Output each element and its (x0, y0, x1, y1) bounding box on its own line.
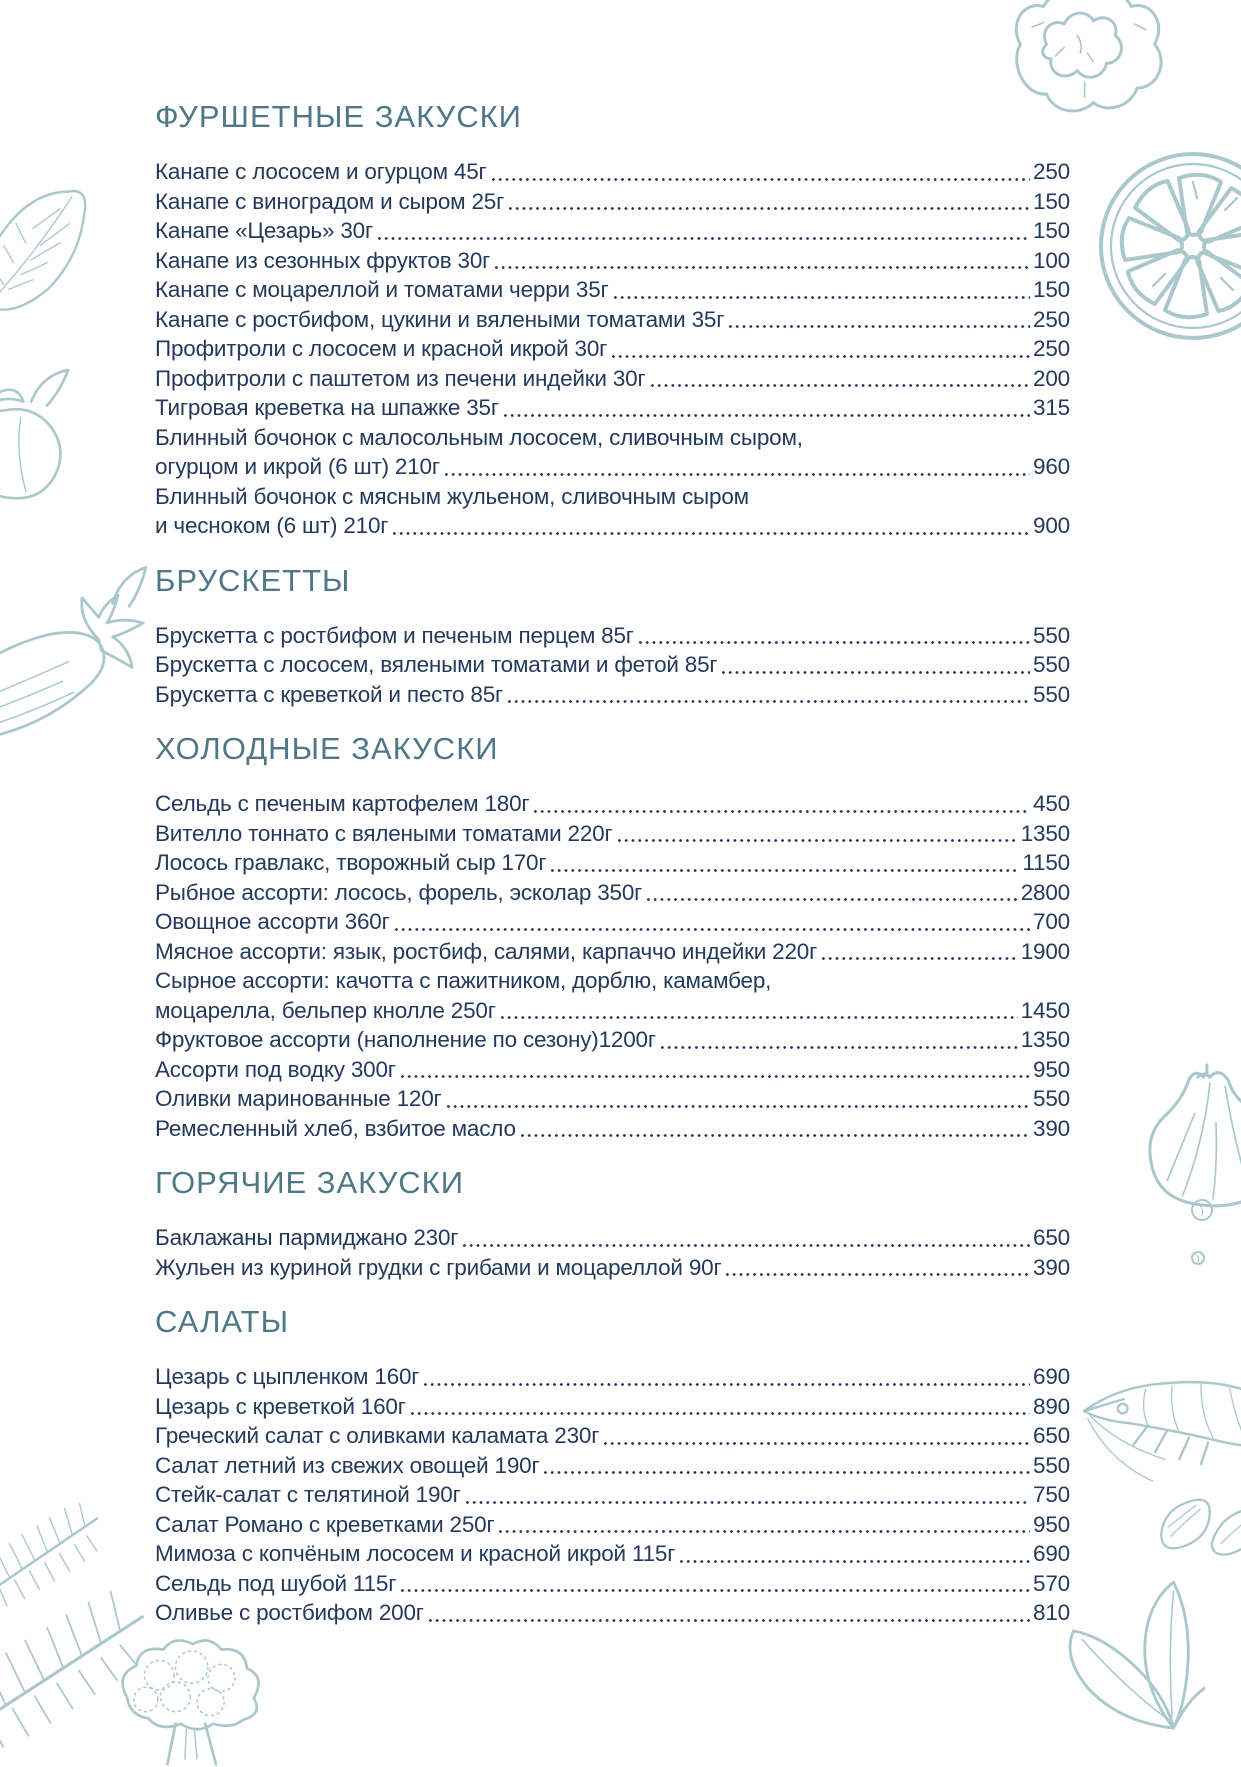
dotted-leader (612, 295, 1030, 300)
dotted-leader (490, 177, 1030, 182)
section-items (155, 621, 1070, 710)
item-price: 550 (1033, 1086, 1070, 1111)
rosemary-sprig-icon (0, 1496, 107, 1608)
item-name: Оливье с ростбифом 200г (155, 1600, 424, 1625)
item-name: Оливки маринованные 120г (155, 1086, 442, 1111)
menu-sections (155, 99, 1070, 1628)
dotted-leader (542, 1470, 1030, 1475)
dotted-leader (507, 206, 1030, 211)
menu-item-line (155, 1223, 1070, 1253)
item-price: 150 (1033, 188, 1070, 214)
dotted-leader (502, 413, 1030, 418)
item-name: Сельдь с печеным картофелем 180г (155, 791, 530, 816)
menu-section (155, 731, 1070, 1143)
menu-item-line (155, 1510, 1070, 1540)
menu-item-line (155, 1084, 1070, 1114)
menu-item-line (155, 157, 1070, 187)
item-name: Канапе «Цезарь» 30г (155, 218, 373, 243)
dotted-leader (678, 1559, 1030, 1564)
item-price: 890 (1033, 1393, 1070, 1419)
item-price: 200 (1033, 365, 1070, 391)
item-name: Ремесленный хлеб, взбитое масло (155, 1115, 516, 1141)
dotted-leader (720, 670, 1030, 675)
menu-item-line (155, 878, 1070, 908)
menu-item-line (155, 966, 1070, 996)
menu-section (155, 99, 1070, 541)
menu-item-line (155, 1539, 1070, 1569)
item-name: Баклажаны пармиджано 230г (155, 1225, 459, 1250)
dotted-leader (493, 265, 1030, 270)
item-price: 450 (1033, 791, 1070, 816)
menu-item-line (155, 996, 1070, 1026)
menu-item-line (155, 246, 1070, 276)
item-name: Профитроли с паштетом из печени индейки 30г (155, 365, 646, 391)
dotted-leader (399, 1074, 1030, 1079)
menu-section (155, 563, 1070, 710)
item-price: 550 (1033, 1452, 1070, 1478)
dotted-leader (519, 1133, 1030, 1138)
menu-item-line (155, 1569, 1070, 1599)
item-name: Канапе с моцареллой и томатами черри 35г (155, 277, 609, 302)
menu-item-line (155, 1392, 1070, 1422)
item-name: Блинный бочонок с мясным жульеном, сливочным сыром (155, 483, 749, 509)
menu-item-line (155, 1025, 1070, 1055)
item-name: Салат Романо с креветками 250г (155, 1511, 495, 1537)
shrimp-icon (1078, 1358, 1241, 1506)
item-name: Стейк-салат с телятиной 190г (155, 1482, 461, 1507)
menu-item-line (155, 819, 1070, 849)
item-price: 1350 (1020, 820, 1070, 846)
menu-item-line (155, 789, 1070, 819)
menu-item-line (155, 1055, 1070, 1085)
item-price: 900 (1033, 513, 1070, 538)
item-name: Цезарь с креветкой 160г (155, 1393, 406, 1419)
dotted-leader (445, 1104, 1031, 1109)
item-name: огурцом и икрой (6 шт) 210г (155, 454, 440, 479)
section-title: БРУСКЕТТЫ (155, 562, 351, 598)
item-price: 1350 (1020, 1027, 1070, 1052)
dotted-leader (649, 383, 1031, 388)
menu-section (155, 1304, 1070, 1628)
item-price: 1450 (1020, 997, 1070, 1023)
dotted-leader (497, 1529, 1030, 1534)
menu-item-line (155, 1362, 1070, 1392)
item-name: Рыбное ассорти: лосось, форель, эсколар 350г (155, 879, 643, 905)
garlic-bulb-icon (1140, 1062, 1241, 1214)
item-name: Канапе из сезонных фруктов 30г (155, 247, 491, 273)
dotted-leader (532, 809, 1030, 814)
broccoli-icon (108, 1632, 270, 1767)
item-name: Брускетта с лососем, вялеными томатами и фетой 85г (155, 652, 718, 677)
item-name: Цезарь с цыпленком 160г (155, 1364, 420, 1389)
menu-item-line (155, 937, 1070, 967)
item-price: 150 (1033, 277, 1070, 302)
menu-item-line (155, 423, 1070, 453)
menu-item-line (155, 621, 1070, 651)
item-name: Лосось гравлакс, творожный сыр 170г (155, 850, 547, 875)
menu-item-line (155, 216, 1070, 246)
menu-item-line (155, 1114, 1070, 1144)
section-items (155, 1362, 1070, 1628)
item-name: Жульен из куриной грудки с грибами и моцареллой 90г (155, 1254, 722, 1280)
section-title: САЛАТЫ (155, 1304, 290, 1339)
item-price: 250 (1033, 306, 1070, 332)
dotted-leader (637, 640, 1030, 645)
item-price: 150 (1033, 218, 1070, 243)
item-price: 550 (1033, 681, 1070, 707)
menu-item-line (155, 511, 1070, 541)
item-name: Канапе с лососем и огурцом 45г (155, 159, 487, 184)
menu-item-line (155, 187, 1070, 217)
item-price: 550 (1033, 622, 1070, 648)
item-price: 250 (1033, 159, 1070, 184)
dotted-leader (393, 927, 1030, 932)
item-name: Брускетта с креветкой и песто 85г (155, 681, 504, 707)
item-name: Салат летний из свежих овощей 190г (155, 1452, 540, 1478)
menu-item-line (155, 393, 1070, 423)
item-name: Брускетта с ростбифом и печеным перцем 85г (155, 622, 634, 648)
almonds-icon (1152, 1486, 1241, 1568)
item-price: 315 (1033, 395, 1070, 420)
section-items (155, 1223, 1070, 1282)
item-price: 950 (1033, 1511, 1070, 1537)
item-name: Греческий салат с оливками каламата 230г (155, 1423, 600, 1448)
dotted-leader (464, 1500, 1030, 1505)
item-price: 100 (1033, 247, 1070, 273)
dotted-leader (727, 324, 1030, 329)
dotted-leader (602, 1441, 1030, 1446)
menu-item-line (155, 1480, 1070, 1510)
lemon-slice-icon (1093, 146, 1241, 346)
section-title: ХОЛОДНЫЕ ЗАКУСКИ (155, 731, 499, 766)
item-name: Фруктовое ассорти (наполнение по сезону)1200г (155, 1027, 656, 1052)
menu-item-line (155, 364, 1070, 394)
item-name: Сырное ассорти: качотта с пажитником, дорблю, камамбер, (155, 968, 772, 993)
item-price: 690 (1033, 1541, 1070, 1566)
item-price: 950 (1033, 1056, 1070, 1082)
basil-leaf-icon (0, 182, 94, 328)
dotted-leader (659, 1045, 1018, 1050)
item-name: моцарелла, бельпер кнолле 250г (155, 997, 496, 1023)
eggplant-icon (0, 548, 157, 740)
bell-pepper-icon (0, 362, 84, 504)
menu-item-line (155, 305, 1070, 335)
section-title: ФУРШЕТНЫЕ ЗАКУСКИ (155, 99, 522, 134)
garlic-cloves-icon (1178, 1196, 1230, 1284)
dotted-leader (376, 236, 1030, 241)
item-name: Профитроли с лососем и красной икрой 30г (155, 336, 608, 361)
item-name: Овощное ассорти 360г (155, 909, 390, 934)
menu-item-line (155, 907, 1070, 937)
section-title: ГОРЯЧИЕ ЗАКУСКИ (155, 1165, 465, 1200)
menu-section (155, 1165, 1070, 1282)
item-name: Вителло тоннато с вялеными томатами 220г (155, 820, 613, 846)
item-price: 2800 (1020, 879, 1070, 905)
menu-item-line (155, 275, 1070, 305)
item-price: 650 (1033, 1225, 1070, 1250)
menu-item-line (155, 1253, 1070, 1283)
dotted-leader (645, 897, 1018, 902)
dotted-leader (499, 1015, 1018, 1020)
item-name: Мясное ассорти: язык, ростбиф, салями, карпаччо индейки 220г (155, 938, 818, 964)
dotted-leader (422, 1382, 1030, 1387)
menu-item-line (155, 1598, 1070, 1628)
item-price: 650 (1033, 1423, 1070, 1448)
item-price: 570 (1033, 1570, 1070, 1596)
item-name: Канапе с виноградом и сыром 25г (155, 188, 505, 214)
menu-item-line (155, 452, 1070, 482)
item-name: и чесноком (6 шт) 210г (155, 513, 389, 538)
item-price: 1900 (1020, 938, 1070, 964)
item-name: Мимоза с копчёным лососем и красной икрой 115г (155, 1541, 676, 1566)
menu-item-line (155, 650, 1070, 680)
menu-item-line (155, 680, 1070, 710)
dotted-leader (610, 354, 1030, 359)
section-items (155, 789, 1070, 1143)
item-name: Сельдь под шубой 115г (155, 1570, 397, 1596)
item-price: 690 (1033, 1364, 1070, 1389)
dotted-leader (506, 699, 1030, 704)
dotted-leader (616, 838, 1018, 843)
item-name: Ассорти под водку 300г (155, 1056, 396, 1082)
item-price: 810 (1033, 1600, 1070, 1625)
item-name: Канапе с ростбифом, цукини и вялеными томатами 35г (155, 306, 725, 332)
dotted-leader (427, 1618, 1030, 1623)
menu-item-line (155, 482, 1070, 512)
item-name: Тигровая креветка на шпажке 35г (155, 395, 499, 420)
item-name: Блинный бочонок с малосольным лососем, сливочным сыром, (155, 424, 803, 450)
item-price: 700 (1033, 909, 1070, 934)
item-price: 960 (1033, 454, 1070, 479)
menu-item-line (155, 1421, 1070, 1451)
menu-item-line (155, 334, 1070, 364)
item-price: 390 (1033, 1254, 1070, 1280)
item-price: 550 (1033, 652, 1070, 677)
item-price: 1150 (1022, 850, 1070, 875)
dotted-leader (391, 531, 1030, 536)
dotted-leader (443, 472, 1030, 477)
dotted-leader (399, 1588, 1030, 1593)
rosemary-sprig-large-icon (0, 1582, 155, 1747)
menu-item-line (155, 1451, 1070, 1481)
dotted-leader (461, 1243, 1030, 1248)
section-items (155, 157, 1070, 541)
dotted-leader (549, 868, 1019, 873)
item-price: 750 (1033, 1482, 1070, 1507)
dotted-leader (724, 1272, 1030, 1277)
item-price: 390 (1033, 1115, 1070, 1141)
item-price: 250 (1033, 336, 1070, 361)
dotted-leader (820, 956, 1018, 961)
menu-item-line (155, 848, 1070, 878)
dotted-leader (409, 1411, 1030, 1416)
